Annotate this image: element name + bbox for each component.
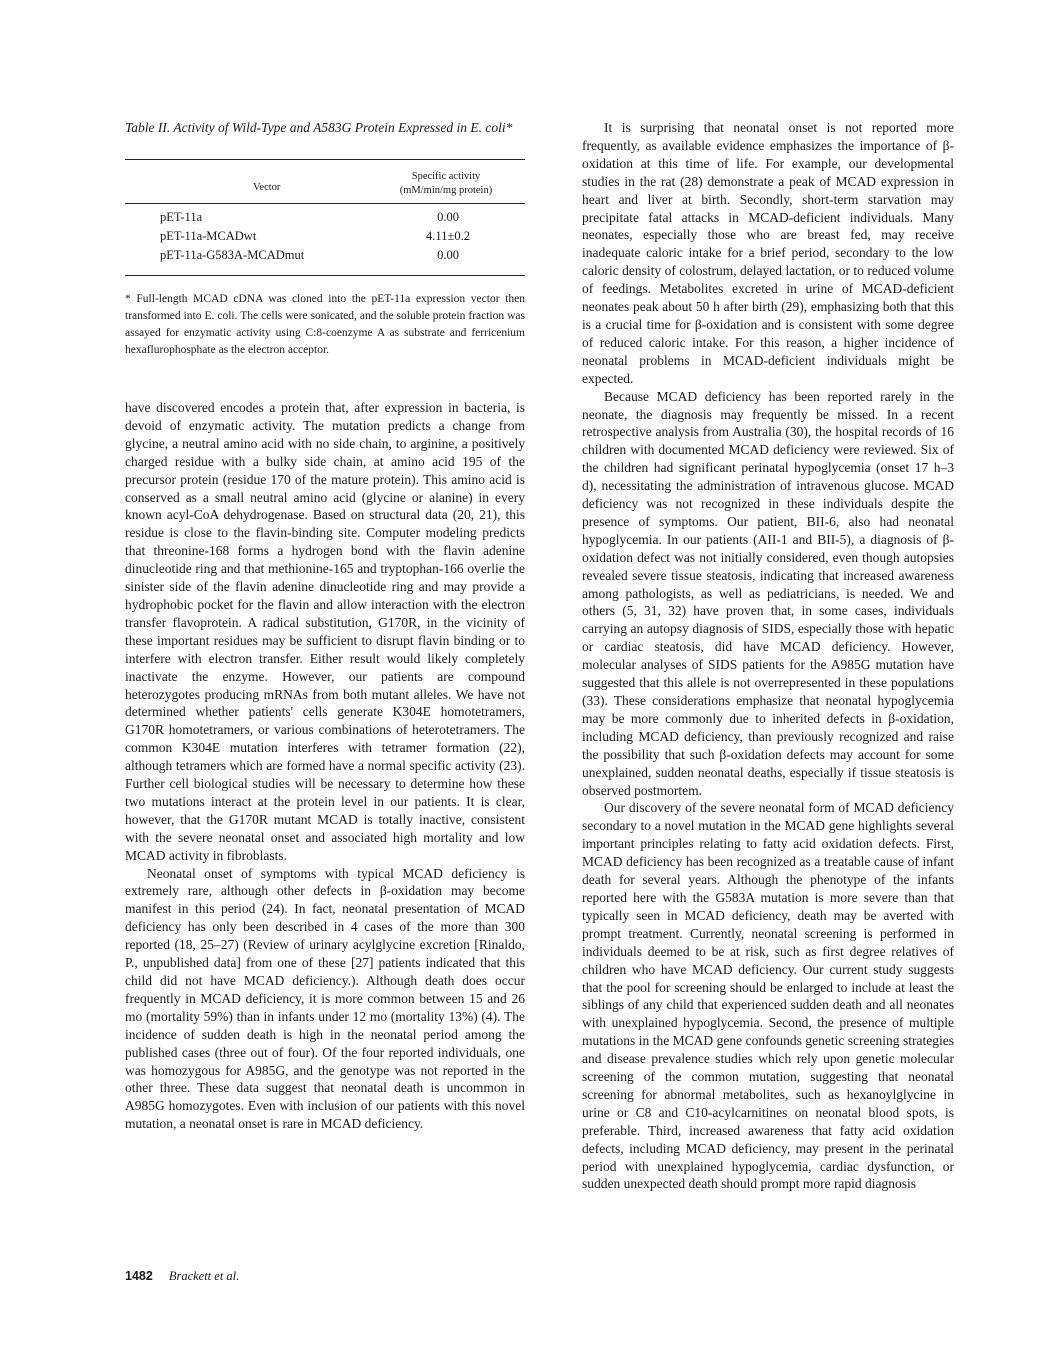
left-body-text: [125, 399, 525, 1133]
page-number: 1482: [125, 1269, 153, 1283]
table-row: [160, 248, 525, 266]
table-caption: Table II. Activity of Wild-Type and A583G Protein Expressed in E. coli*: [125, 120, 513, 135]
table-bottom-rule: [125, 275, 525, 276]
page-footer: [125, 1269, 239, 1284]
table-cell-activity: 0.00: [437, 248, 459, 262]
table-cell-vector: pET-11a-G583A-MCADmut: [160, 248, 305, 262]
table-cell-activity: 4.11±0.2: [426, 229, 470, 243]
paragraph: Neonatal onset of symptoms with typical MCAD deficiency is extremely rare, although other defects in β-oxidation may become manifest in this period (24). In fact, neonatal presentation of MCAD deficiency has only been described in 4 cases of the more than 300 reported (18, 25–27) (Review of urinary acylglycine excretion [Rinaldo, P., unpublished data] from one of these [27] patients indicated that this child did not have MCAD deficiency.). Although death does occur frequently in MCAD deficiency, it is more common between 15 and 26 mo (mortality 59%) than in infants under 12 mo (mortality 13%) (4). The incidence of sudden death is high in the neonatal period among the published cases (three out of four). Of the four reported individuals, one was homozygous for A985G, and the genotype was not reported in the other three. These data suggest that neonatal death is uncommon in A985G homozygotes. Even with inclusion of our patients with this novel mutation, a neonatal onset is rare in MCAD deficiency.: [125, 865, 525, 1132]
table-header-activity: [355, 170, 537, 198]
table-footnote: * Full-length MCAD cDNA was cloned into the pET-11a expression vector then transformed into E. coli. The cells were sonicated, and the soluble protein fraction was assayed for enzymatic activity using C:8-coenzyme A as substrate and ferricenium hexaflurophosphate as the electron acceptor.: [125, 293, 525, 356]
table-cell-vector: pET-11a-MCADwt: [160, 229, 257, 243]
running-author: Brackett et al.: [168, 1269, 240, 1283]
table-row: [160, 210, 525, 228]
right-body-text: [582, 119, 954, 1193]
table-header-activity-line2: (mM/min/mg protein): [399, 185, 493, 196]
paragraph: It is surprising that neonatal onset is not reported more frequently, as available evidence emphasizes the importance of β-oxidation at this time of life. For example, our developmental studies in the rat (28) demonstrate a peak of MCAD expression in heart and liver at birth. Secondly, short-term starvation may precipitate fatal attacks in MCAD-deficient individuals. Many neonates, especially those who are breast fed, may receive inadequate caloric intake for a brief period, secondary to the low caloric density of colostrum, delayed lactation, or to reduced volume of feedings. Metabolites excreted in urine of MCAD-deficient neonates peak about 50 h after birth (29), emphasizing both that this is a crucial time for β-oxidation and is consistent with some degree of reduced caloric intake. For this reason, a higher incidence of neonatal problems in MCAD-deficient individuals might be expected.: [582, 120, 954, 386]
table-header-rule: [125, 203, 525, 204]
table-header-activity-line1: Specific activity: [411, 171, 481, 182]
paragraph: have discovered encodes a protein that, after expression in bacteria, is devoid of enzymatic activity. The mutation predicts a change from glycine, a neutral amino acid with no side chain, to arginine, a positively charged residue with a bulky side chain, at amino acid 195 of the precursor protein (residue 170 of the mature protein). This amino acid is conserved as a small neutral amino acid (glycine or alanine) in every known acyl-CoA dehydrogenase. Based on structural data (20, 21), this residue is close to the flavin-binding site. Computer modeling predicts that threonine-168 forms a hydrogen bond with the flavin adenine dinucleotide ring and that methionine-165 and tryptophan-166 overlie the sinister side of the flavin adenine dinucleotide ring and may provide a hydrophobic pocket for the flavin and allow interaction with the electron transfer flavoprotein. A radical substitution, G170R, in the vicinity of these important residues may be sufficient to disrupt flavin binding or to interfere with electron transfer. Either result would likely completely inactivate the enzyme. However, our patients are compound heterozygotes producing mRNAs from both mutant alleles. We have not determined whether patients' cells generate K304E homotetramers, G170R homotetramers, or various combinations of heterotetramers. The common K304E mutation interferes with tetramer formation (22), although tetramers which are formed have a normal specific activity (23). Further cell biological studies will be necessary to determine how these two mutations interact at the protein level in our patients. It is clear, however, that the G170R mutant MCAD is totally inactive, consistent with the severe neonatal onset and associated high mortality and low MCAD activity in fibroblasts.: [125, 400, 525, 863]
table-header-vector: Vector: [253, 182, 281, 193]
table-cell-activity: 0.00: [437, 210, 459, 224]
table-top-rule: [125, 159, 525, 160]
table-row: [160, 229, 525, 247]
table-cell-vector: pET-11a: [160, 210, 203, 224]
paragraph: Because MCAD deficiency has been reported rarely in the neonate, the diagnosis may frequently be missed. In a recent retrospective analysis from Australia (30), the hospital records of 16 children with documented MCAD deficiency were reviewed. Six of the children had significant perinatal hypoglycemia (onset 17 h–3 d), necessitating the administration of intravenous glucose. MCAD deficiency was not recognized in these individuals despite the presence of symptoms. Our patient, BII-6, also had neonatal hypoglycemia. In our patients (AII-1 and BII-5), a diagnosis of β-oxidation defect was not initially considered, even though autopsies revealed severe tissue steatosis, indicating that increased awareness among pathologists, as well as pediatricians, is needed. We and others (5, 31, 32) have proven that, in some cases, individuals carrying an autopsy diagnosis of SIDS, especially those with hepatic or cardiac steatosis, did have MCAD deficiency. However, molecular analyses of SIDS patients for the A985G mutation have suggested that this allele is not overrepresented in these populations (33). These considerations emphasize that neonatal hypoglycemia may be more commonly due to inherited defects in β-oxidation, including MCAD deficiency, than previously recognized and raise the possibility that such β-oxidation defects may account for some unexplained, sudden neonatal deaths, especially if tissue steatosis is observed postmortem.: [582, 388, 954, 798]
paragraph: Our discovery of the severe neonatal form of MCAD deficiency secondary to a novel mutation in the MCAD gene highlights several important principles relating to fatty acid oxidation defects. First, MCAD deficiency has been recognized as a treatable cause of infant death for several years. Although the phenotype of the infants reported here with the G583A mutation is more severe than that typically seen in MCAD deficiency, death may be averted with prompt treatment. Currently, neonatal screening is performed in individuals deemed to be at risk, such as first degree relatives of children who have MCAD deficiency. Our current study suggests that the pool for screening should be enlarged to include at least the siblings of any child that experienced sudden death and all neonates with unexplained hypoglycemia. Second, the presence of multiple mutations in the MCAD gene confounds genetic screening strategies and disease prevalence studies which rely upon genetic molecular screening of the common mutation, suggesting that neonatal screening for abnormal metabolites, such as hexanoylglycine in urine or C8 and C10-acylcarnitines on neonatal blood spots, is preferable. Third, increased awareness that fatty acid oxidation defects, including MCAD deficiency, may present in the perinatal period with unexplained hypoglycemia, cardiac dysfunction, or sudden unexpected death should prompt more rapid diagnosis: [582, 800, 954, 1192]
